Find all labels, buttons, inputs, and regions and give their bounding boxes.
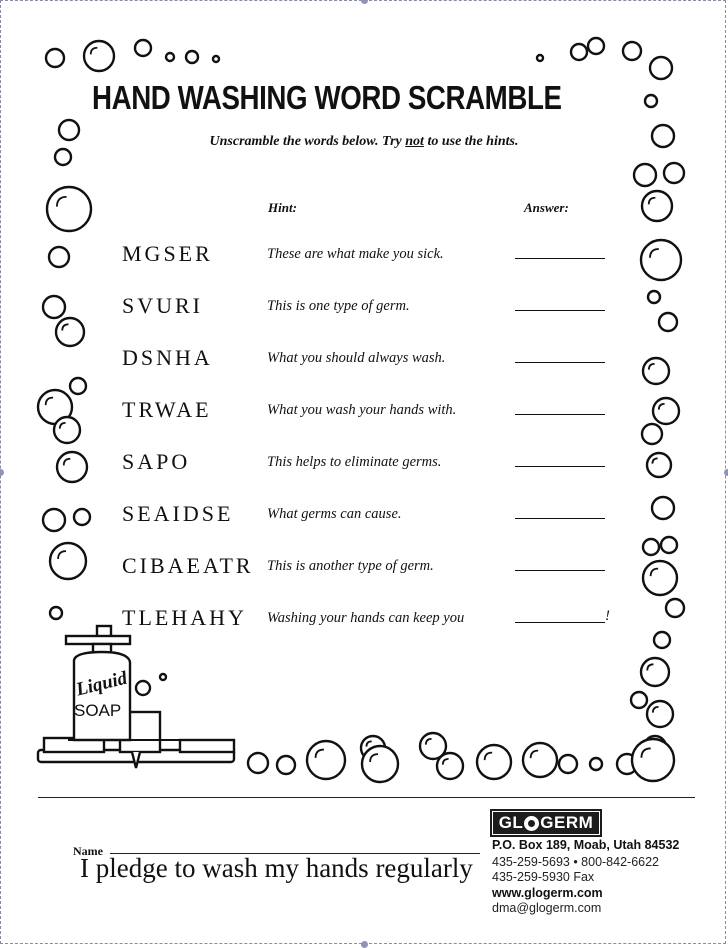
bubble-icon [437, 753, 463, 779]
bubble-icon [537, 55, 543, 61]
scramble-row [0, 345, 728, 375]
bubble-icon [47, 187, 91, 231]
bubble-icon [477, 745, 511, 779]
scramble-row [0, 553, 728, 583]
answer-blank[interactable] [515, 414, 605, 415]
hint-text: This is another type of germ. [267, 558, 434, 574]
contact-fax: 435-259-5930 Fax [492, 870, 595, 884]
bubble-icon [559, 755, 577, 773]
bubble-icon [650, 57, 672, 79]
soap-bottle-label-script: Liquid [74, 667, 130, 701]
instructions-text-end: to use the hints. [423, 134, 519, 149]
bubble-icon [632, 739, 674, 781]
germ-logo-icon [524, 816, 539, 831]
hint-text: What you should always wash. [267, 350, 446, 366]
answer-blank[interactable] [515, 622, 605, 623]
bubble-icon [55, 149, 71, 165]
scramble-row [0, 397, 728, 427]
soap-bottle-label: SOAP [74, 701, 122, 720]
hint-text: What you wash your hands with. [267, 402, 457, 418]
glogerm-logo [492, 811, 600, 835]
scrambled-word: TLEHAHY [122, 605, 247, 630]
bubble-icon [523, 743, 557, 777]
scrambled-word: MGSER [122, 241, 213, 266]
instructions-emphasis: not [405, 134, 424, 149]
logo-text-left: GL [498, 813, 524, 832]
bubble-icon [160, 674, 166, 680]
logo-text-right: GERM [540, 813, 594, 832]
pledge-statement: I pledge to wash my hands regularly [80, 853, 473, 883]
bubble-icon [248, 753, 268, 773]
bubble-icon [631, 692, 647, 708]
answer-blank[interactable] [515, 310, 605, 311]
bubble-icon [623, 42, 641, 60]
scramble-row [0, 293, 728, 323]
bubble-icon [277, 756, 295, 774]
hint-text: This is one type of germ. [267, 298, 410, 314]
bubble-icon [661, 537, 677, 553]
bubble-icon [166, 53, 174, 61]
scrambled-word: CIBAEATR [122, 553, 254, 578]
worksheet-instructions [0, 134, 728, 150]
scrambled-word: DSNHA [122, 345, 213, 370]
hint-suffix: ! [605, 608, 610, 624]
hint-text: This helps to eliminate germs. [267, 454, 442, 470]
answer-blank[interactable] [515, 466, 605, 467]
answer-blank[interactable] [515, 570, 605, 571]
answer-column-header: Answer: [524, 200, 569, 215]
bubble-icon [634, 164, 656, 186]
scramble-row [0, 241, 728, 271]
bubble-icon [642, 191, 672, 221]
hint-text: What germs can cause. [267, 506, 402, 522]
soap-dispenser-icon [38, 626, 234, 768]
bubble-icon [664, 163, 684, 183]
bubble-icon [84, 41, 114, 71]
hint-text: Washing your hands can keep you [267, 610, 465, 626]
answer-blank[interactable] [515, 518, 605, 519]
worksheet-title: HAND WASHING WORD SCRAMBLE [92, 79, 562, 116]
contact-email[interactable]: dma@glogerm.com [492, 901, 602, 915]
name-label: Name [73, 844, 103, 858]
bubble-icon [642, 424, 662, 444]
bubble-icon [571, 44, 587, 60]
bubble-icon [645, 95, 657, 107]
bubble-icon [186, 51, 198, 63]
answer-blank[interactable] [515, 362, 605, 363]
scramble-row [0, 501, 728, 531]
instructions-text-start: Unscramble the words below. Try [209, 134, 406, 149]
bubble-icon [70, 378, 86, 394]
bubble-icon [362, 746, 398, 782]
scramble-row [0, 605, 728, 635]
scrambled-word: TRWAE [122, 397, 212, 422]
contact-website[interactable]: www.glogerm.com [492, 886, 603, 900]
hint-text: These are what make you sick. [267, 246, 444, 262]
scrambled-word: SAPO [122, 449, 191, 474]
contact-address: P.O. Box 189, Moab, Utah 84532 [492, 838, 680, 852]
bubble-icon [588, 38, 604, 54]
bubble-icon [641, 658, 669, 686]
bubble-icon [307, 741, 345, 779]
hint-column-header: Hint: [268, 200, 297, 215]
bubble-icon [135, 40, 151, 56]
bubble-icon [213, 56, 219, 62]
scramble-row [0, 449, 728, 479]
bubble-icon [136, 681, 150, 695]
footer-divider [38, 797, 695, 798]
scrambled-word: SEAIDSE [122, 501, 234, 526]
answer-blank[interactable] [515, 258, 605, 259]
bubble-icon [647, 701, 673, 727]
scrambled-word: SVURI [122, 293, 204, 318]
bubble-icon [46, 49, 64, 67]
contact-phones: 435-259-5693 • 800-842-6622 [492, 855, 660, 869]
bubble-icon [590, 758, 602, 770]
